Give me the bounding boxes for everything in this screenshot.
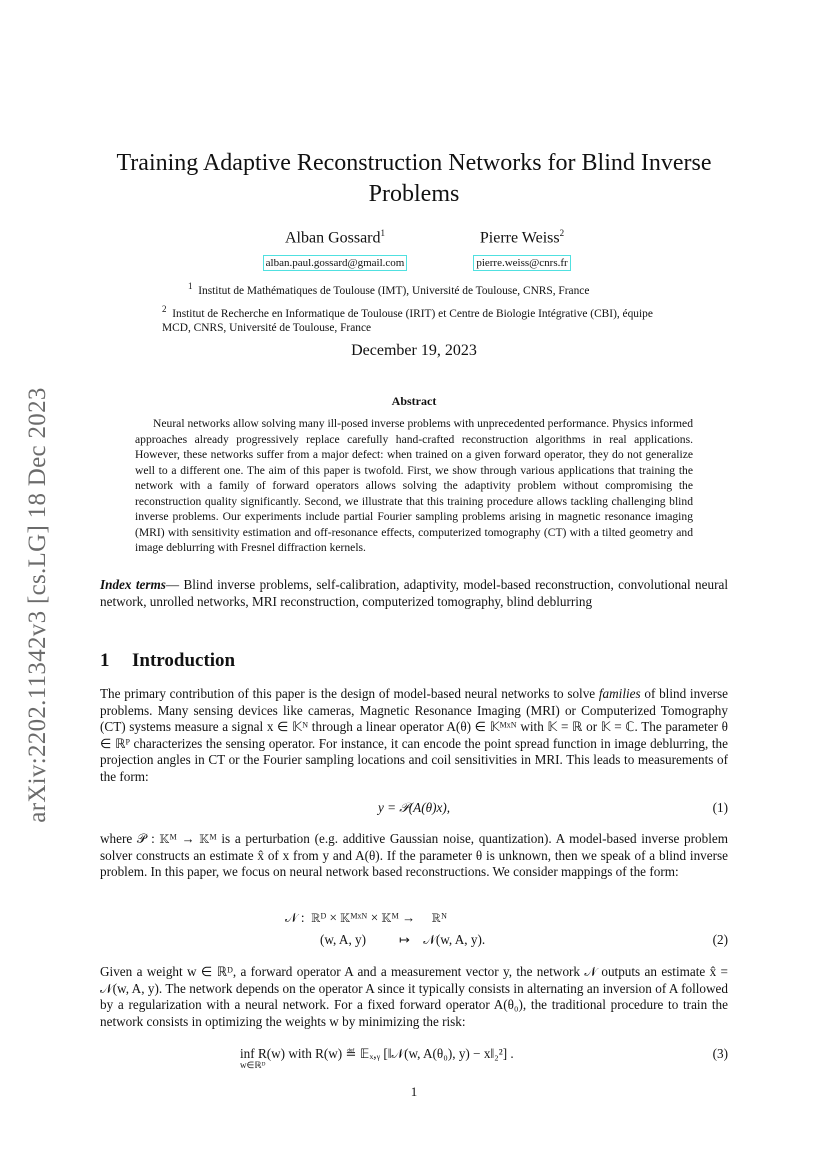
equation-1-number: (1): [712, 800, 728, 815]
index-terms-text: — Blind inverse problems, self-calibration, adaptivity, model-based reconstruction, convolutional neural network, unrolled networks, MRI reconstruction, computerized tomography, blind deblurring: [100, 577, 729, 609]
equation-2-number: (2): [712, 932, 728, 947]
equation-2-line-1: 𝒩 : ℝᴰ × 𝕂ᴹˣᴺ × 𝕂ᴹ → ℝᴺ: [285, 910, 448, 925]
author-email-link[interactable]: pierre.weiss@cnrs.fr: [473, 255, 570, 271]
author-email-link[interactable]: alban.paul.gossard@gmail.com: [263, 255, 408, 271]
index-terms-label: Index terms: [100, 577, 166, 592]
paper-title: [100, 148, 728, 210]
section-heading: [100, 650, 235, 672]
author-block-2: [462, 228, 582, 270]
abstract-heading: Abstract: [391, 394, 437, 408]
arxiv-identifier: arXiv:2202.11342v3 [cs.LG] 18 Dec 2023: [24, 387, 51, 823]
index-terms: [100, 577, 728, 610]
author-block-1: [255, 228, 415, 270]
author-name: Pierre Weiss$^2$: [479, 228, 565, 247]
author-name: Alban Gossard$^1$: [284, 228, 386, 247]
section-number: 1: [100, 650, 110, 671]
intro-paragraph-3: Given a weight w ∈ ℝᴰ, a forward operator A and a measurement vector y, the network 𝒩 outputs an estimate x̂ = 𝒩(w, A, y). The network depends on the operator A since it typically consists in alternating an inversion of A followed by a regularization with a neural network. For a fixed forward operator A(θ₀), the traditional procedure to train the network consists in optimizing the weights w by minimizing the risk:: [100, 964, 728, 1029]
intro-paragraph-1: The primary contribution of this paper is the design of model-based neural networks to solve families of blind inverse problems. Many sensing devices like cameras, Magnetic Resonance Imaging (MRI) or Computerized Tomography (CT) systems measure a signal x ∈ 𝕂ᴺ through a linear operator A(θ) ∈ 𝕂ᴹˣᴺ with 𝕂 = ℝ or 𝕂 = ℂ. The parameter θ ∈ ℝᴾ characterizes the sensing operator. For instance, it can encode the point spread function in image deblurring, the projection angles in CT or the Fourier sampling locations and coil sensitivities in MRI. This leads to measurements of the form:: [100, 686, 728, 784]
equation-3-subscript: w∈ℝᴰ: [240, 1060, 266, 1070]
affiliation-2: $^2$ Institut de Recherche en Informatique de Toulouse (IRIT) et Centre de Biologie Intégrative (CBI), équipe MCD, CNRS, Université de Toulouse, France: [162, 304, 653, 335]
equation-2-line-2: (w, A, y) ↦ 𝒩(w, A, y).: [320, 932, 486, 947]
emphasis-families: families: [598, 686, 641, 701]
title-line-2: Problems: [368, 181, 460, 207]
equation-1: y = 𝒫(A(θ)x),: [377, 800, 451, 815]
section-title: Introduction: [132, 650, 236, 671]
affiliation-1: $^1$ Institut de Mathématiques de Toulouse (IMT), Université de Toulouse, CNRS, France: [188, 281, 590, 297]
paper-date: December 19, 2023: [351, 342, 477, 359]
page-number: 1: [410, 1084, 418, 1099]
equation-3-number: (3): [712, 1046, 728, 1061]
title-line-1: Training Adaptive Reconstruction Networks for Blind Inverse: [116, 150, 712, 176]
arxiv-sidebar: [20, 355, 56, 855]
equation-3: inf R(w) with R(w) ≝ 𝔼ₓ,ᵧ [‖𝒩(w, A(θ₀), y) − x‖₂²] . w∈ℝᴰ: [240, 1046, 514, 1070]
intro-paragraph-2: where 𝒫 : 𝕂ᴹ → 𝕂ᴹ is a perturbation (e.g. additive Gaussian noise, quantization). A model-based inverse problem solver constructs an estimate x̂ of x from y and A(θ). If the parameter θ is unknown, then we speak of a blind inverse problem. In this paper, we focus on neural network based reconstructions. We consider mappings of the form:: [100, 831, 728, 879]
abstract-text: Neural networks allow solving many ill-posed inverse problems with unprecedented performance. Physics informed approaches already progressively replace carefully hand-crafted reconstruction algorithms in real applications. However, these networks suffer from a major defect: when trained on a given forward operator, they do not generalize well to a different one. The aim of this paper is twofold. First, we show through various applications that training the network with a family of forward operators allows solving the adaptivity problem without compromising the reconstruction quality significantly. Second, we illustrate that this training procedure allows tackling challenging blind inverse problems. Our experiments include partial Fourier sampling problems arising in magnetic resonance imaging (MRI) with sensitivity estimation and off-resonance effects, computerized tomography (CT) with a tilted geometry and image deblurring with Fresnel diffraction kernels.: [135, 417, 693, 554]
